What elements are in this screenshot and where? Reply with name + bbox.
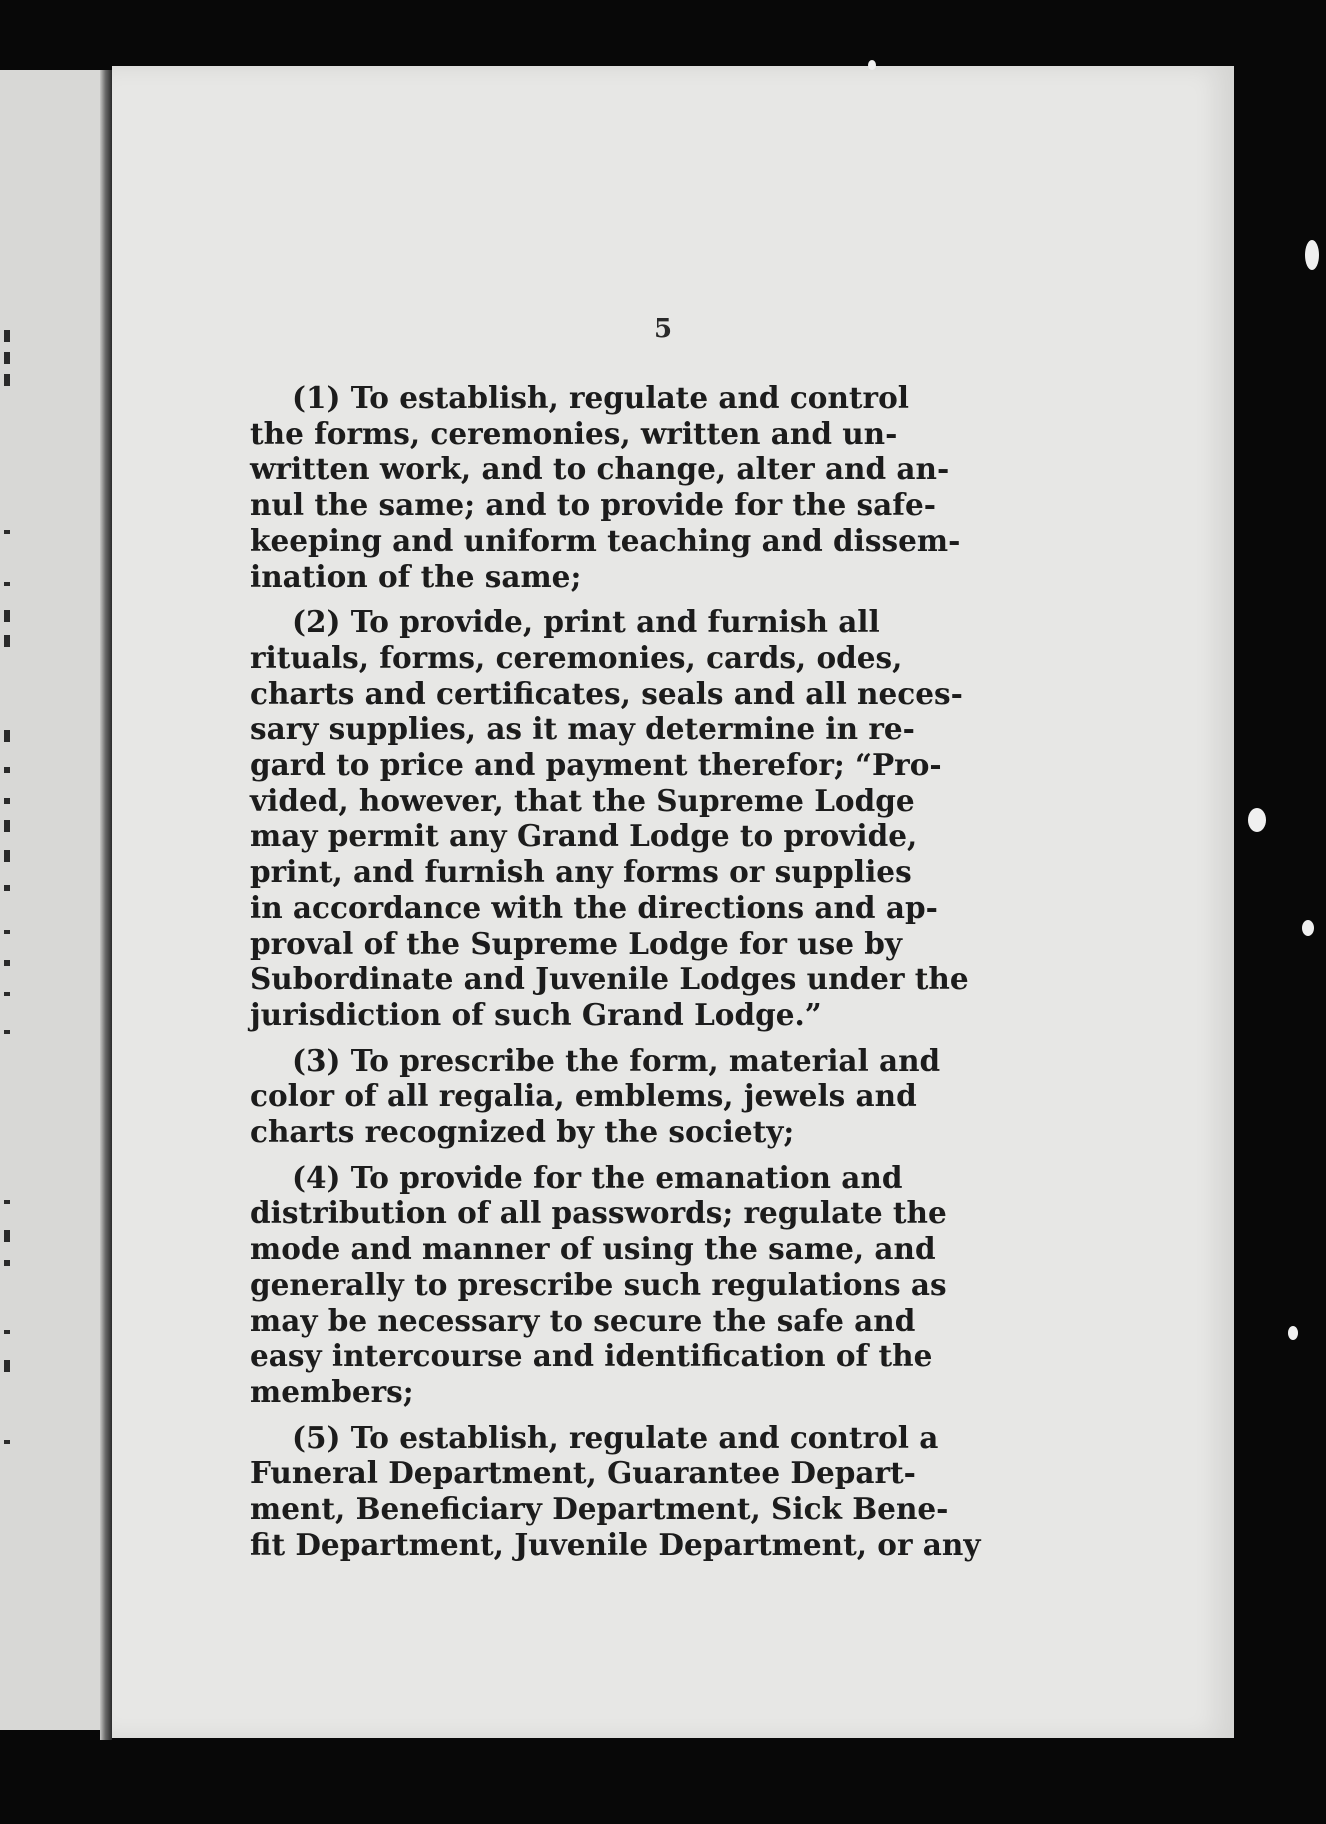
text-fragment [4,1230,10,1242]
text-fragment [4,850,10,862]
text-fragment [4,1440,10,1444]
text-fragment [4,352,10,364]
text-fragment [4,730,10,742]
text-fragment [4,930,10,934]
text-fragment [4,960,10,966]
text-fragment [4,820,10,832]
text-fragment [4,610,10,622]
text-fragment [4,992,10,996]
text-fragment [4,635,10,647]
text-fragment [4,582,10,586]
text-fragment [4,1200,10,1204]
text-fragment [4,885,10,891]
scan-speck [1302,920,1314,936]
paragraph-4: (4) To provide for the emanation and distribution of all passwords; regulate the mode and manner of using the same, and generally to prescribe such regulations as may be necessary to secure the safe and easy intercourse and identification of the members; [250,1159,947,1409]
facing-page-edge [0,70,108,1730]
text-fragment [4,374,10,386]
scan-speck [1288,1326,1298,1340]
facing-page-text-fragments [0,330,14,1530]
text-fragment [4,1260,10,1266]
scan-speck [1305,240,1319,270]
scan-speck [868,60,876,70]
text-fragment [4,1360,10,1372]
text-fragment [4,330,10,342]
page-number: 5 [653,314,673,344]
paragraph-1: (1) To establish, regulate and control the forms, ceremonies, written and un- written work, and to change, alter and an- nul the same; and to provide for the safe- keeping and uniform teaching and dissem- ination of the same; [250,380,961,594]
scan-speck [1248,808,1266,832]
text-fragment [4,1030,10,1034]
text-fragment [4,530,10,534]
text-fragment [4,798,10,804]
document-page [112,66,1234,1738]
text-fragment [4,767,10,773]
paragraph-5: (5) To establish, regulate and control a Funeral Department, Guarantee Depart- ment, Beneficiary Department, Sick Bene- fit Department, Juvenile Department, or any [250,1419,981,1562]
page-body [250,380,1034,1573]
paragraph-2: (2) To provide, print and furnish all rituals, forms, ceremonies, cards, odes, charts and certificates, seals and all neces- sary supplies, as it may determine in re- gard to price and payment therefor; “Pro- vided, however, that the Supreme Lodge may permit any Grand Lodge to provide, print, and furnish any forms or supplies in accordance with the directions and ap- proval of the Supreme Lodge for use by Subordinate and Juvenile Lodges under the jurisdiction of such Grand Lodge.” [250,604,969,1032]
paragraph-3: (3) To prescribe the form, material and color of all regalia, emblems, jewels and charts recognized by the society; [250,1042,941,1150]
text-fragment [4,1330,10,1334]
